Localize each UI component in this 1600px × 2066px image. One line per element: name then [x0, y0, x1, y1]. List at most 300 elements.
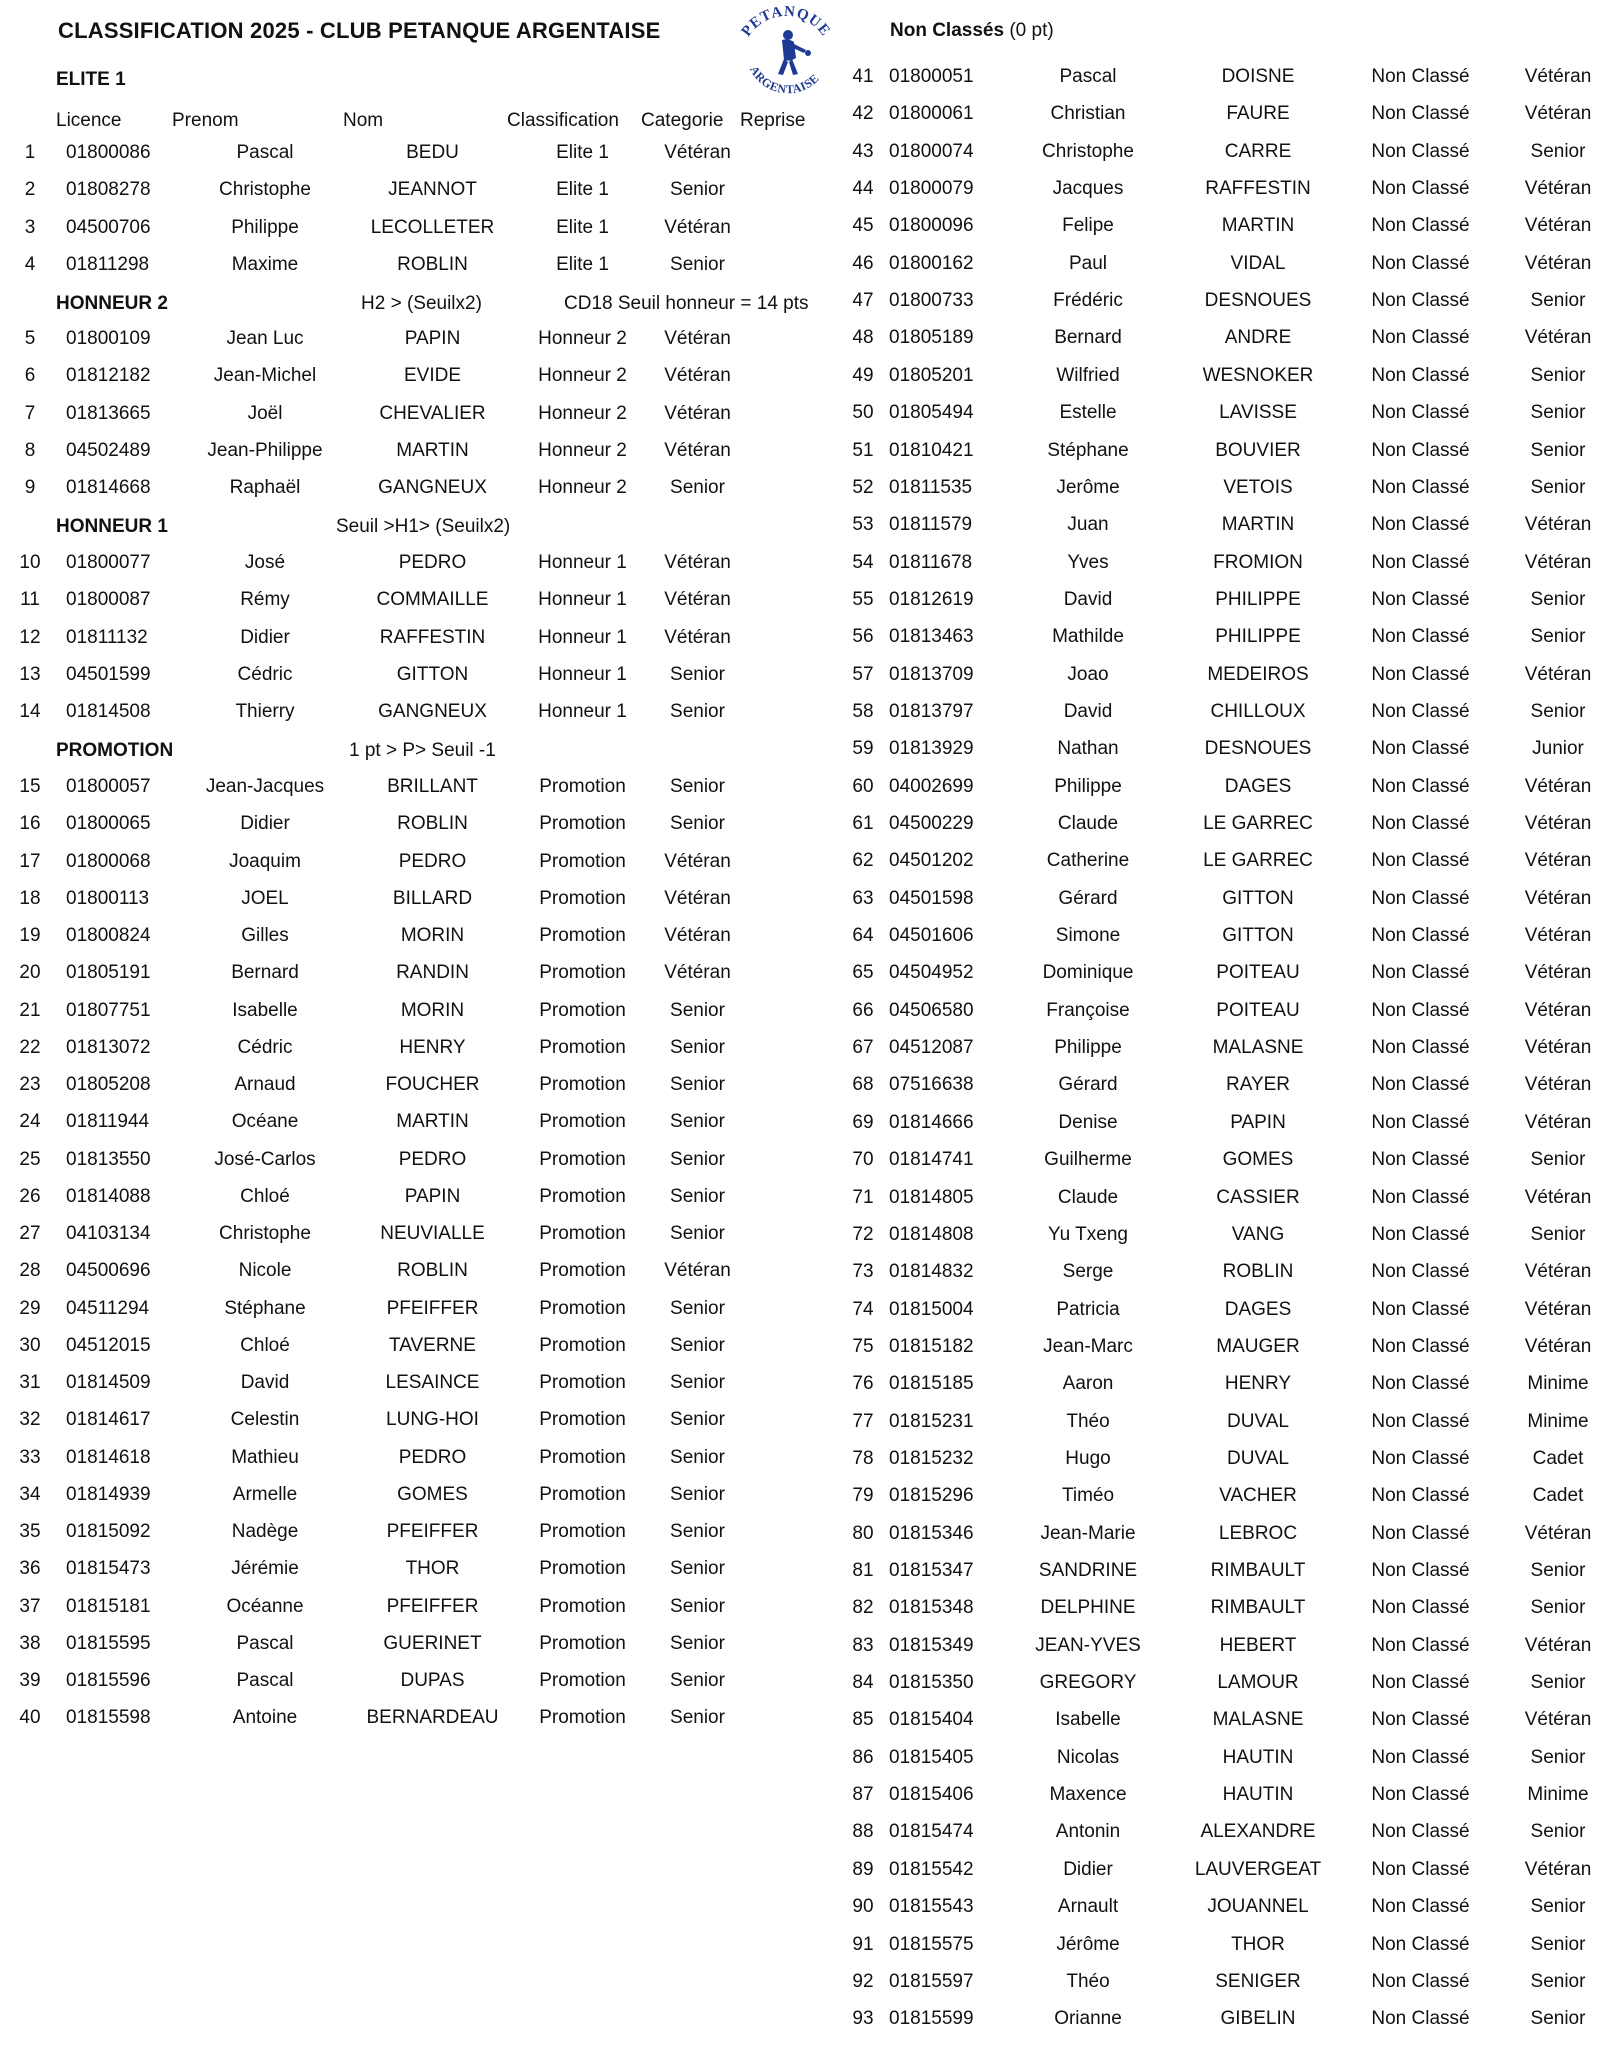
prenom-cell: JOEL	[241, 887, 289, 909]
table-row	[10, 1066, 770, 1103]
prenom-cell: Jacques	[1052, 178, 1124, 200]
table-row	[843, 170, 1600, 207]
licence-cell: 01815473	[66, 1558, 151, 1580]
row-number: 72	[852, 1223, 874, 1245]
nom-cell: JOUANNEL	[1207, 1896, 1309, 1918]
nom-cell: MARTIN	[396, 439, 469, 461]
prenom-cell: Jean-Marc	[1043, 1335, 1133, 1357]
table-row	[10, 1439, 770, 1476]
licence-cell: 01811944	[66, 1111, 150, 1133]
table-row	[10, 1625, 770, 1662]
nom-cell: DESNOUES	[1204, 738, 1312, 760]
categorie-cell: Vétéran	[664, 216, 731, 238]
licence-cell: 01813072	[66, 1036, 151, 1058]
row-number: 77	[852, 1410, 874, 1432]
nom-cell: CHEVALIER	[379, 402, 486, 424]
licence-cell: 01814939	[66, 1483, 151, 1505]
categorie-cell: Senior	[670, 179, 725, 201]
classification-cell: Non Classé	[1371, 1261, 1470, 1283]
categorie-cell: Vétéran	[664, 850, 731, 872]
classification-cell: Non Classé	[1371, 962, 1470, 984]
row-number: 20	[19, 962, 41, 984]
table-row	[10, 1290, 770, 1327]
licence-cell: 01813550	[66, 1148, 151, 1170]
classification-cell: Non Classé	[1371, 476, 1470, 498]
table-row	[10, 693, 770, 730]
prenom-cell: Antonin	[1055, 1821, 1121, 1843]
classification-cell: Promotion	[539, 962, 626, 984]
licence-cell: 01815004	[889, 1298, 974, 1320]
prenom-cell: Didier	[240, 626, 290, 648]
table-row	[843, 394, 1600, 431]
prenom-cell: Catherine	[1046, 850, 1130, 872]
row-number: 82	[852, 1597, 874, 1619]
club-logo	[728, 2, 844, 98]
classification-cell: Promotion	[539, 776, 626, 797]
classification-cell: Promotion	[539, 1521, 626, 1542]
classification-cell: Promotion	[539, 887, 626, 909]
table-row	[843, 319, 1600, 356]
row-number: 93	[852, 2008, 874, 2030]
row-number: 12	[19, 626, 41, 648]
classification-cell: Promotion	[539, 1260, 626, 1282]
categorie-cell: Senior	[1530, 1223, 1586, 1245]
categorie-cell: Vétéran	[1524, 327, 1592, 349]
classification-cell: Non Classé	[1371, 1111, 1470, 1133]
table-row	[843, 1515, 1600, 1552]
licence-cell: 01814805	[889, 1186, 974, 1208]
licence-cell: 01815185	[889, 1373, 974, 1395]
licence-cell: 01805189	[889, 327, 974, 349]
nom-cell: FOUCHER	[385, 1074, 480, 1095]
licence-cell: 01814088	[66, 1185, 151, 1207]
classification-cell: Non Classé	[1371, 1597, 1470, 1619]
prenom-cell: Paul	[1068, 252, 1108, 274]
nom-cell: BEDU	[406, 142, 459, 163]
categorie-cell: Junior	[1532, 738, 1584, 760]
prenom-cell: Bernard	[1054, 327, 1122, 349]
classification-cell: Non Classé	[1371, 850, 1470, 872]
nom-cell: DAGES	[1224, 1298, 1292, 1320]
categorie-cell: Senior	[670, 1185, 725, 1207]
section-honneur-1	[56, 508, 836, 545]
categorie-cell: Senior	[670, 477, 725, 498]
classification-cell: Non Classé	[1371, 813, 1470, 834]
nom-cell: JEANNOT	[388, 179, 477, 201]
categorie-cell: Vétéran	[664, 589, 731, 611]
prenom-cell: Yu Txeng	[1048, 1223, 1128, 1245]
categorie-cell: Vétéran	[664, 439, 731, 461]
categorie-cell: Vétéran	[1524, 775, 1592, 797]
licence-cell: 01800087	[66, 589, 151, 611]
prenom-cell: Jean Luc	[226, 328, 304, 349]
nom-cell: GOMES	[397, 1483, 468, 1505]
section-honneur-2	[56, 285, 836, 322]
table-row	[843, 656, 1600, 693]
categorie-cell: Senior	[1530, 140, 1586, 162]
table-row	[843, 1701, 1600, 1738]
prenom-cell: Nathan	[1057, 738, 1119, 760]
non-classes-points: (0 pt)	[1009, 20, 1054, 41]
categorie-cell: Senior	[670, 1446, 725, 1468]
categorie-cell: Senior	[1530, 1672, 1586, 1694]
classification-cell: Elite 1	[556, 179, 609, 201]
row-number: 16	[19, 813, 41, 835]
categorie-cell: Senior	[1530, 626, 1586, 648]
table-row	[10, 209, 770, 246]
classification-cell: Honneur 1	[538, 663, 627, 685]
classification-cell: Non Classé	[1371, 1933, 1470, 1955]
classification-cell: Honneur 2	[538, 477, 627, 498]
prenom-cell: Océanne	[226, 1595, 304, 1617]
categorie-cell: Vétéran	[664, 552, 731, 573]
table-row	[843, 1664, 1600, 1701]
licence-cell: 01814508	[66, 701, 151, 722]
row-number: 85	[852, 1709, 874, 1731]
classification-cell: Non Classé	[1371, 1335, 1470, 1357]
table-row	[843, 768, 1600, 805]
table-row	[10, 656, 770, 693]
classification-cell: Non Classé	[1371, 290, 1470, 312]
nom-cell: FAURE	[1226, 103, 1290, 125]
row-number: 74	[852, 1298, 874, 1320]
prenom-cell: Maxime	[231, 253, 299, 275]
licence-cell: 01800086	[66, 142, 151, 163]
classification-cell: Non Classé	[1371, 140, 1470, 162]
prenom-cell: Mathieu	[231, 1446, 299, 1468]
classification-cell: Non Classé	[1371, 1672, 1470, 1694]
licence-cell: 04500706	[66, 216, 151, 238]
prenom-cell: Joël	[247, 402, 283, 424]
categorie-cell: Vétéran	[664, 402, 731, 424]
licence-cell: 04512015	[66, 1334, 151, 1356]
row-number: 38	[19, 1632, 41, 1654]
classification-cell: Promotion	[539, 1074, 626, 1095]
classification-cell: Promotion	[539, 1670, 626, 1691]
licence-cell: 01808278	[66, 179, 151, 201]
row-number: 8	[24, 439, 36, 461]
classification-cell: Honneur 1	[538, 701, 627, 722]
prenom-cell: Isabelle	[1055, 1709, 1121, 1731]
nom-cell: GOMES	[1222, 1149, 1294, 1171]
row-number: 89	[852, 1858, 874, 1880]
table-row	[10, 1401, 770, 1438]
classification-cell: Non Classé	[1371, 775, 1470, 797]
categorie-cell: Vétéran	[1524, 178, 1592, 200]
prenom-cell: Claude	[1057, 813, 1119, 834]
row-number: 50	[852, 402, 874, 424]
prenom-cell: Gérard	[1058, 887, 1118, 909]
licence-cell: 01815405	[889, 1746, 974, 1768]
prenom-cell: Thierry	[235, 701, 295, 722]
row-number: 63	[852, 887, 874, 909]
categorie-cell: Senior	[670, 1409, 725, 1431]
row-number: 27	[19, 1223, 41, 1244]
prenom-cell: Cédric	[237, 1036, 293, 1058]
table-row	[843, 1029, 1600, 1066]
table-row	[10, 619, 770, 656]
prenom-cell: Chloé	[240, 1334, 290, 1356]
classification-cell: Promotion	[539, 1185, 626, 1207]
prenom-cell: Christophe	[219, 179, 311, 201]
table-row	[843, 581, 1600, 618]
prenom-cell: Celestin	[230, 1409, 300, 1431]
licence-cell: 01812619	[889, 588, 974, 610]
categorie-cell: Cadet	[1532, 1447, 1584, 1469]
table-row	[10, 1513, 770, 1550]
row-number: 31	[19, 1372, 41, 1393]
table-row	[843, 1552, 1600, 1589]
prenom-cell: Christian	[1050, 103, 1126, 125]
categorie-cell: Senior	[1530, 476, 1586, 498]
licence-cell: 01800077	[66, 552, 151, 573]
licence-cell: 04501599	[66, 663, 151, 685]
prenom-cell: Frédéric	[1053, 290, 1123, 312]
table-row	[10, 954, 770, 991]
table-row	[10, 1327, 770, 1364]
categorie-cell: Senior	[670, 1372, 725, 1393]
categorie-cell: Senior	[670, 813, 725, 835]
classification-cell: Honneur 2	[538, 402, 627, 424]
categorie-cell: Senior	[670, 1297, 725, 1319]
table-row	[843, 95, 1600, 132]
classification-cell: Non Classé	[1371, 663, 1470, 685]
categorie-cell: Senior	[1530, 1933, 1586, 1955]
nom-cell: RAYER	[1225, 1074, 1291, 1096]
licence-cell: 01814617	[66, 1409, 151, 1431]
table-row	[843, 1963, 1600, 2000]
classification-cell: Non Classé	[1371, 1447, 1470, 1469]
licence-cell: 01800061	[889, 103, 974, 125]
row-number: 80	[852, 1522, 874, 1544]
nom-cell: MORIN	[400, 999, 465, 1021]
row-number: 4	[24, 253, 36, 275]
licence-cell: 01810421	[889, 439, 974, 461]
licence-cell: 01813709	[889, 663, 974, 685]
nom-cell: RAFFESTIN	[1205, 178, 1311, 200]
classification-cell: Non Classé	[1371, 1970, 1470, 1992]
licence-cell: 01815231	[889, 1410, 974, 1432]
categorie-cell: Vétéran	[1524, 103, 1592, 125]
prenom-cell: Arnault	[1057, 1896, 1119, 1918]
classification-cell: Promotion	[539, 1334, 626, 1356]
row-number: 87	[852, 1784, 874, 1806]
licence-cell: 01814741	[889, 1149, 974, 1171]
nom-cell: LEBROC	[1218, 1522, 1298, 1544]
classification-cell: Promotion	[539, 1036, 626, 1058]
row-number: 23	[19, 1074, 41, 1095]
prenom-cell: Yves	[1067, 551, 1109, 573]
licence-cell: 04501598	[889, 887, 974, 909]
table-row	[843, 954, 1600, 991]
nom-cell: PHILIPPE	[1215, 588, 1301, 610]
categorie-cell: Senior	[1530, 1821, 1586, 1843]
table-row	[843, 1066, 1600, 1103]
nom-cell: BRILLANT	[387, 776, 478, 797]
row-number: 91	[852, 1933, 874, 1955]
table-row	[843, 1328, 1600, 1365]
classification-cell: Non Classé	[1371, 626, 1470, 648]
prenom-cell: Timéo	[1061, 1485, 1115, 1507]
categorie-cell: Vétéran	[1524, 252, 1592, 274]
categorie-cell: Minime	[1527, 1373, 1589, 1395]
table-row	[843, 1926, 1600, 1963]
nom-cell: DAGES	[1224, 775, 1292, 797]
header-reprise: Reprise	[740, 110, 806, 131]
prenom-cell: Pascal	[236, 142, 294, 163]
nom-cell: PEDRO	[398, 1446, 467, 1468]
categorie-cell: Vétéran	[664, 626, 731, 648]
nom-cell: PEDRO	[398, 850, 467, 872]
prenom-cell: Dominique	[1042, 962, 1134, 984]
table-row	[10, 320, 770, 357]
categorie-cell: Vétéran	[1524, 1037, 1592, 1059]
categorie-cell: Vétéran	[1524, 1261, 1592, 1283]
table-row	[10, 1029, 770, 1066]
classification-cell: Non Classé	[1371, 1074, 1470, 1096]
categorie-cell: Vétéran	[664, 887, 731, 909]
row-number: 78	[852, 1447, 874, 1469]
categorie-cell: Vétéran	[1524, 962, 1592, 984]
classification-cell: Promotion	[539, 1632, 626, 1654]
nom-cell: SENIGER	[1215, 1970, 1301, 1992]
prenom-cell: Rémy	[240, 589, 290, 611]
row-number: 79	[852, 1485, 874, 1507]
prenom-cell: Stéphane	[224, 1297, 306, 1319]
nom-cell: RANDIN	[396, 962, 469, 984]
row-number: 33	[19, 1446, 41, 1468]
categorie-cell: Senior	[1530, 402, 1586, 424]
licence-cell: 01815346	[889, 1522, 974, 1544]
categorie-cell: Vétéran	[1524, 1335, 1592, 1357]
classification-cell: Non Classé	[1371, 588, 1470, 610]
boules-player-icon	[778, 30, 811, 75]
nom-cell: MARTIN	[1221, 215, 1295, 237]
nom-cell: NEUVIALLE	[380, 1223, 485, 1244]
row-number: 71	[852, 1186, 874, 1208]
prenom-cell: Antoine	[232, 1707, 298, 1729]
table-row	[843, 618, 1600, 655]
licence-cell: 01814666	[889, 1111, 974, 1133]
licence-cell: 01815349	[889, 1634, 974, 1656]
nom-cell: THOR	[1231, 1933, 1285, 1955]
classification-cell: Honneur 1	[538, 589, 627, 611]
prenom-cell: Françoise	[1046, 999, 1130, 1021]
classification-cell: Promotion	[539, 1223, 626, 1244]
table-row	[843, 1888, 1600, 1925]
table-row	[843, 917, 1600, 954]
row-number: 65	[852, 962, 874, 984]
prenom-cell: Denise	[1058, 1111, 1118, 1133]
classification-cell: Non Classé	[1371, 215, 1470, 237]
prenom-cell: Jean-Philippe	[207, 439, 323, 461]
classification-cell: Promotion	[539, 1297, 626, 1319]
nom-cell: CHILLOUX	[1210, 700, 1306, 722]
table-row	[10, 1215, 770, 1252]
licence-cell: 01815542	[889, 1858, 974, 1880]
prenom-cell: Christophe	[1042, 140, 1134, 162]
table-row	[843, 282, 1600, 319]
table-row	[843, 133, 1600, 170]
classification-cell: Promotion	[539, 999, 626, 1021]
licence-cell: 01815474	[889, 1821, 974, 1843]
prenom-cell: Jérôme	[1056, 1933, 1120, 1955]
table-row	[10, 1662, 770, 1699]
table-row	[10, 581, 770, 618]
nom-cell: PAPIN	[404, 1185, 461, 1207]
prenom-cell: José-Carlos	[214, 1148, 316, 1170]
nom-cell: VETOIS	[1223, 476, 1293, 498]
licence-cell: 01800079	[889, 178, 974, 200]
table-row	[843, 1365, 1600, 1402]
table-row	[10, 544, 770, 581]
classification-cell: Non Classé	[1371, 1896, 1470, 1918]
non-classes-label: Non Classés	[890, 20, 1005, 41]
classification-cell: Non Classé	[1371, 1746, 1470, 1768]
licence-cell: 01800096	[889, 215, 974, 237]
section-name: HONNEUR 2	[56, 293, 168, 314]
row-number: 52	[852, 476, 874, 498]
licence-cell: 01800109	[66, 328, 151, 349]
licence-cell: 01805208	[66, 1074, 151, 1095]
nom-cell: PFEIFFER	[386, 1297, 479, 1319]
licence-cell: 01811535	[889, 476, 973, 498]
classification-cell: Elite 1	[556, 253, 609, 275]
classification-cell: Non Classé	[1371, 402, 1470, 424]
categorie-cell: Senior	[1530, 1970, 1586, 1992]
table-row	[843, 992, 1600, 1029]
categorie-cell: Senior	[1530, 700, 1586, 722]
categorie-cell: Senior	[670, 1632, 725, 1654]
table-row	[843, 245, 1600, 282]
row-number: 44	[852, 178, 874, 200]
classification-cell: Promotion	[539, 813, 626, 835]
table-row	[843, 693, 1600, 730]
nom-cell: ANDRE	[1224, 327, 1292, 349]
classification-cell: Promotion	[539, 1372, 626, 1393]
nom-cell: CASSIER	[1216, 1186, 1300, 1208]
prenom-cell: DELPHINE	[1040, 1597, 1136, 1619]
classification-cell: Non Classé	[1371, 1373, 1470, 1395]
classification-cell: Non Classé	[1371, 999, 1470, 1021]
nom-cell: LAUVERGEAT	[1194, 1858, 1322, 1880]
nom-cell: ROBLIN	[1222, 1261, 1294, 1283]
licence-cell: 01811298	[66, 253, 150, 275]
licence-cell: 04501606	[889, 925, 974, 947]
nom-cell: DESNOUES	[1204, 290, 1312, 312]
section-threshold: 1 pt > P> Seuil -1	[349, 740, 496, 761]
section-name: ELITE 1	[56, 69, 126, 90]
categorie-cell: Vétéran	[1524, 66, 1592, 87]
table-row	[843, 1141, 1600, 1178]
prenom-cell: Stéphane	[1047, 439, 1129, 461]
categorie-cell: Vétéran	[664, 925, 731, 946]
prenom-cell: Raphaël	[229, 477, 301, 498]
categorie-cell: Senior	[1530, 439, 1586, 461]
classification-cell: Non Classé	[1371, 178, 1470, 200]
prenom-cell: Christophe	[219, 1223, 311, 1244]
classification-cell: Non Classé	[1371, 66, 1470, 87]
row-number: 43	[852, 140, 874, 162]
row-number: 39	[19, 1670, 41, 1691]
licence-cell: 01813929	[889, 738, 974, 760]
nom-cell: GANGNEUX	[378, 701, 487, 722]
licence-cell: 04511294	[66, 1297, 150, 1319]
categorie-cell: Senior	[670, 253, 725, 275]
categorie-cell: Senior	[670, 1595, 725, 1617]
categorie-cell: Senior	[670, 1558, 725, 1580]
prenom-cell: Joao	[1067, 663, 1109, 685]
